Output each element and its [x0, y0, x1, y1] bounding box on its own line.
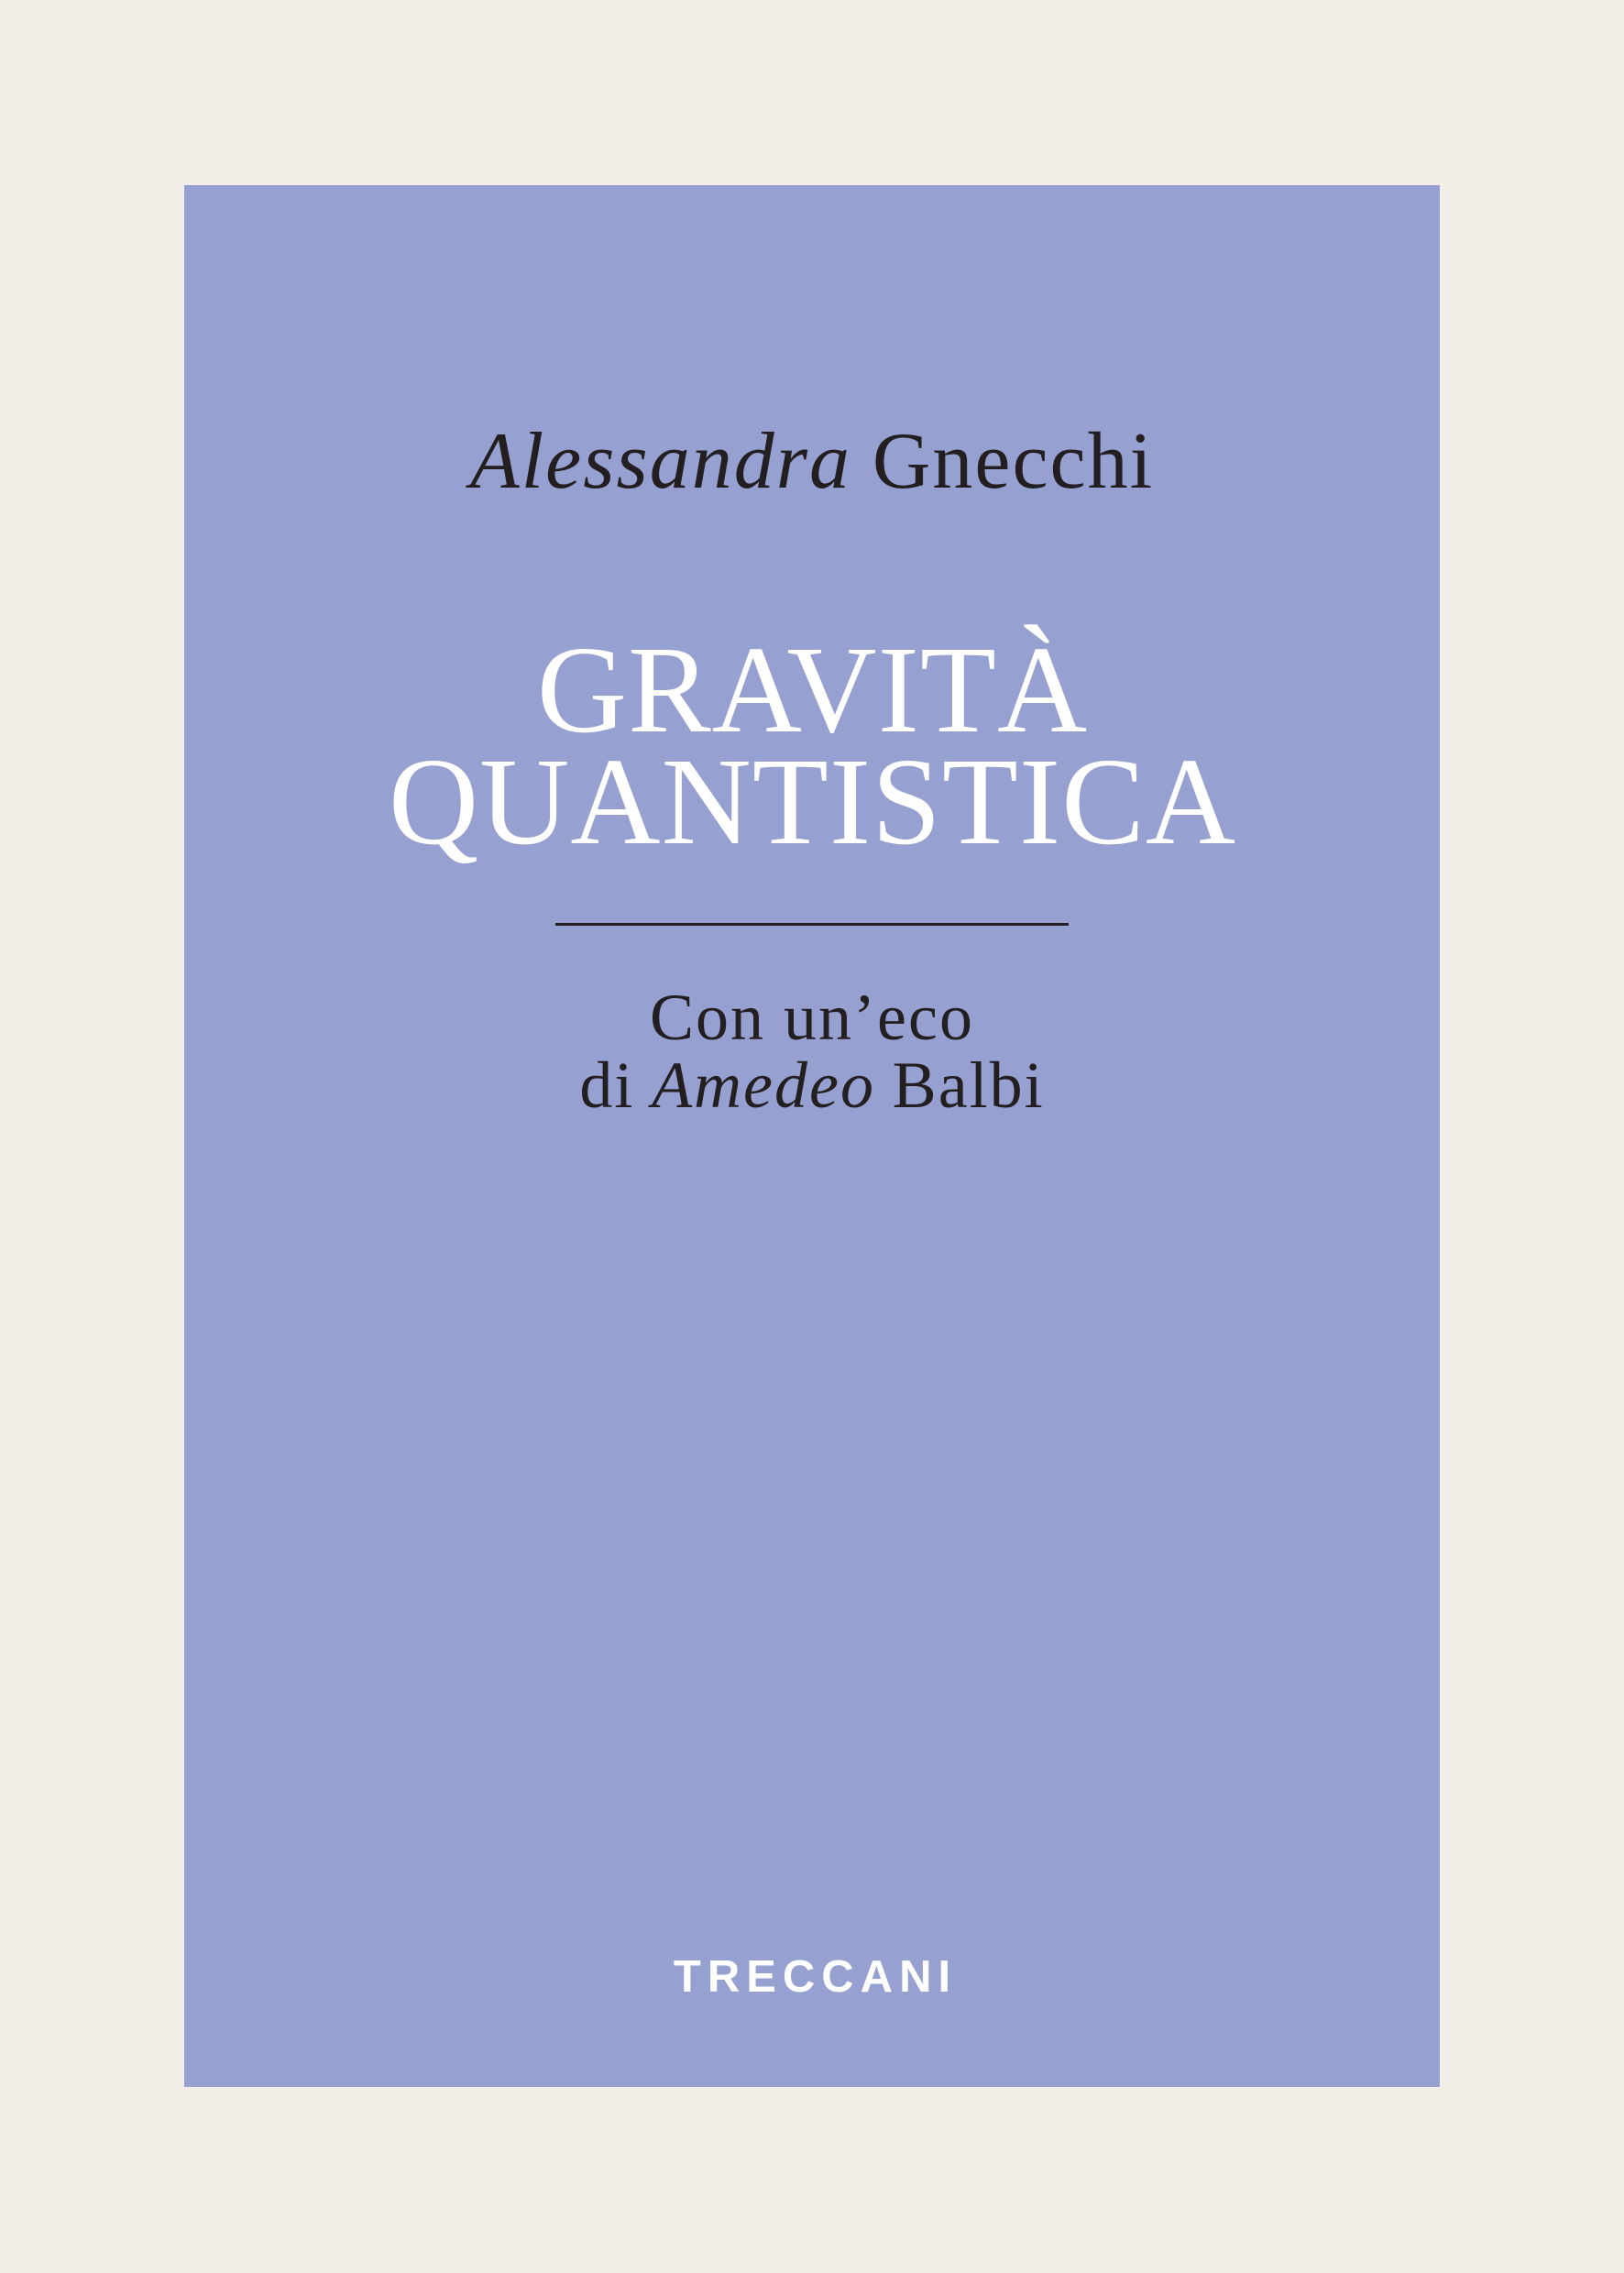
title-divider-rule: [555, 923, 1069, 926]
author-first-name: Alessandra: [469, 417, 851, 506]
book-title: [184, 621, 1440, 871]
subtitle-line-2: [184, 1049, 1440, 1122]
title-line-1: GRAVITÀ: [536, 621, 1089, 759]
publisher-wordmark: TRECCANI: [673, 1952, 958, 2002]
author-name: [184, 417, 1440, 506]
subtitle-line-2-prefix: di: [579, 1049, 635, 1122]
author-last-name: Gnecchi: [872, 417, 1155, 506]
subtitle-contributor-surname: Balbi: [892, 1049, 1045, 1122]
book-cover: [184, 185, 1440, 2087]
subtitle: [184, 981, 1440, 1122]
subtitle-contributor-name: Amedeo: [652, 1049, 875, 1122]
title-line-2: QUANTISTICA: [388, 733, 1237, 871]
subtitle-line-1: Con un’eco: [650, 981, 974, 1054]
